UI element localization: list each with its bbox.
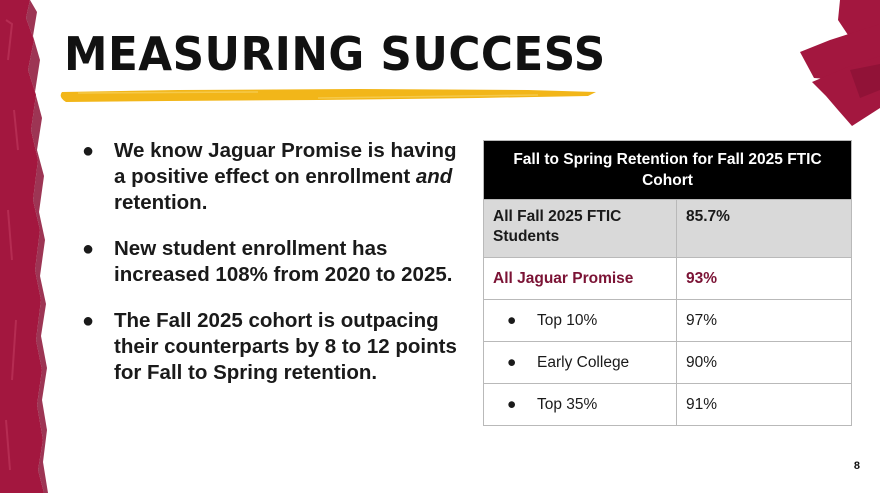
retention-table [483, 140, 852, 426]
row-value: 97% [677, 300, 852, 342]
corner-brush-stroke-decoration [790, 0, 880, 140]
bullet-dot-icon: ● [507, 395, 517, 413]
row-label: All Jaguar Promise [484, 258, 677, 300]
bullet-emphasis: and [415, 165, 453, 188]
table-row [484, 342, 852, 384]
bullet-dot-icon: ● [82, 238, 95, 260]
bullet-dot-icon: ● [507, 311, 517, 329]
left-brush-stroke-decoration [0, 0, 48, 493]
row-label: All Fall 2025 FTIC Students [484, 200, 677, 258]
bullet-item [80, 236, 470, 288]
bullet-text: New student enrollment has increased 108% from 2020 to 2025. [114, 237, 453, 286]
slide-title: MEASURING SUCCESS [64, 27, 606, 81]
row-label: Early College [537, 353, 630, 371]
row-value: 85.7% [677, 200, 852, 258]
row-label: Top 10% [537, 311, 598, 329]
bullet-text: The Fall 2025 cohort is outpacing their counterparts by 8 to 12 points for Fall to Spring retention. [114, 309, 457, 384]
bullet-dot-icon: ● [82, 310, 95, 332]
table-row [484, 384, 852, 426]
bullet-text: retention. [114, 191, 208, 214]
table-header: Fall to Spring Retention for Fall 2025 FTIC Cohort [484, 141, 852, 200]
row-label: Top 35% [537, 395, 598, 413]
row-value: 90% [677, 342, 852, 384]
bullet-item [80, 138, 470, 216]
row-value: 93% [677, 258, 852, 300]
bullet-text: We know Jaguar Promise is having a positive effect on enrollment [114, 139, 457, 188]
table-row [484, 300, 852, 342]
page-number: 8 [853, 460, 860, 472]
bullet-list [80, 138, 470, 406]
bullet-dot-icon: ● [82, 140, 95, 162]
table-row [484, 258, 852, 300]
bullet-dot-icon: ● [507, 353, 517, 371]
row-value: 91% [677, 384, 852, 426]
title-underline-brush [58, 84, 600, 106]
table-header-row [484, 141, 852, 200]
table-row [484, 200, 852, 258]
bullet-item [80, 308, 470, 386]
